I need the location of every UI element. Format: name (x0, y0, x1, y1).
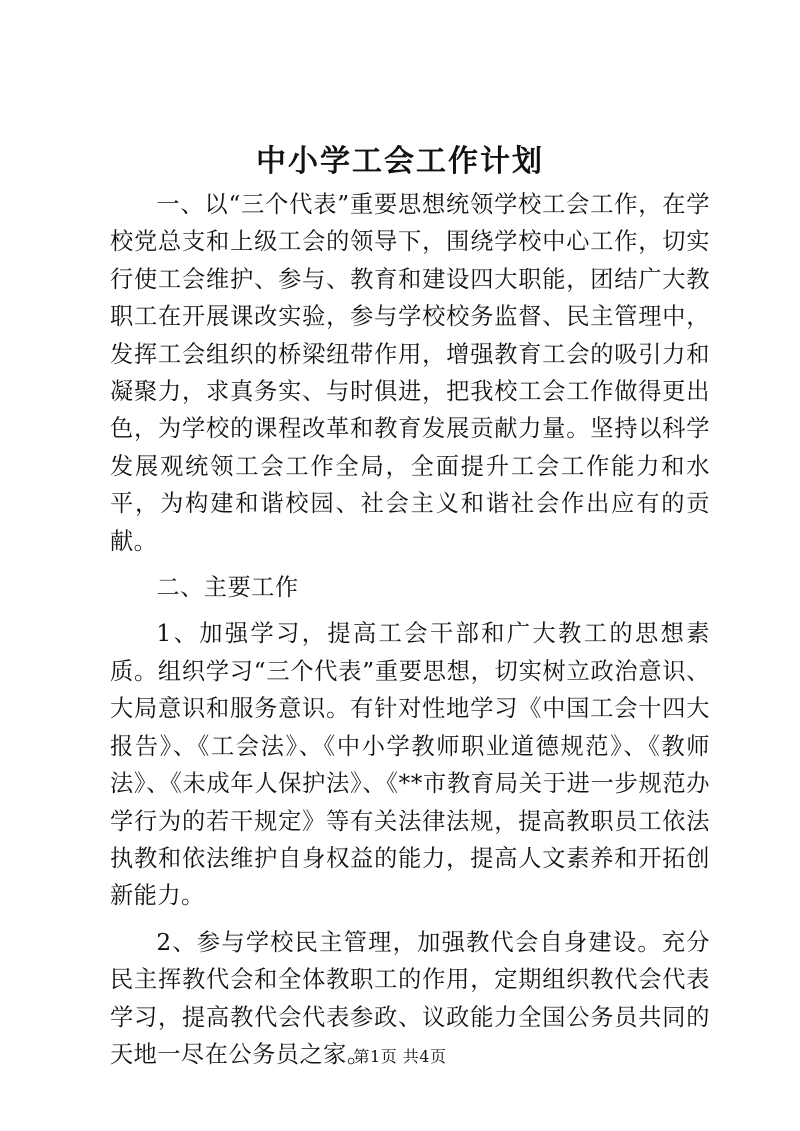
spacer (110, 606, 710, 615)
page-footer: 第1页 共4页 (353, 1047, 447, 1066)
paragraph-guiding-principle: 一、以“三个代表”重要思想统领学校工会工作，在学校党总支和上级工会的领导下，围绕学校中心工作，切实行使工会维护、参与、教育和建设四大职能，团结广大教职工在开展课改实验，参与学校校务监督、民主管理中，发挥工会组织的桥梁纽带作用，增强教育工会的吸引力和凝聚力，求真务实、与时俱进，把我校工会工作做得更出色，为学校的课程改革和教育发展贡献力量。坚持以科学发展观统领工会工作全局，全面提升工会工作能力和水平，为构建和谐校园、社会主义和谐社会作出应有的贡献。 (110, 191, 710, 555)
paragraph-strengthen-study: 1、加强学习，提高工会干部和广大教工的思想素质。组织学习“三个代表”重要思想，切实树立政治意识、大局意识和服务意识。有针对性地学习《中国工会十四大报告》、《工会法》、《中小学教师职业道德规范》、《教师法》、《未成年人保护法》、《**市教育局关于进一步规范办学行为的若干规定》等有关法律法规，提高教职员工依法执教和依法维护自身权益的能力，提高人文素养和开拓创新能力。 (110, 620, 710, 910)
page-title: 中小学工会工作计划 (256, 144, 544, 179)
section-heading-main-work: 二、主要工作 (156, 574, 299, 602)
document-body (110, 186, 710, 1073)
spacer (110, 915, 710, 924)
paragraph-democratic-management: 2、参与学校民主管理，加强教代会自身建设。充分民主挥教代会和全体教职工的作用，定期组织教代会代表学习，提高教代会代表参政、议政能力全国公务员共同的天地一尽在公务员之家。 (110, 928, 710, 1068)
spacer (110, 560, 710, 569)
